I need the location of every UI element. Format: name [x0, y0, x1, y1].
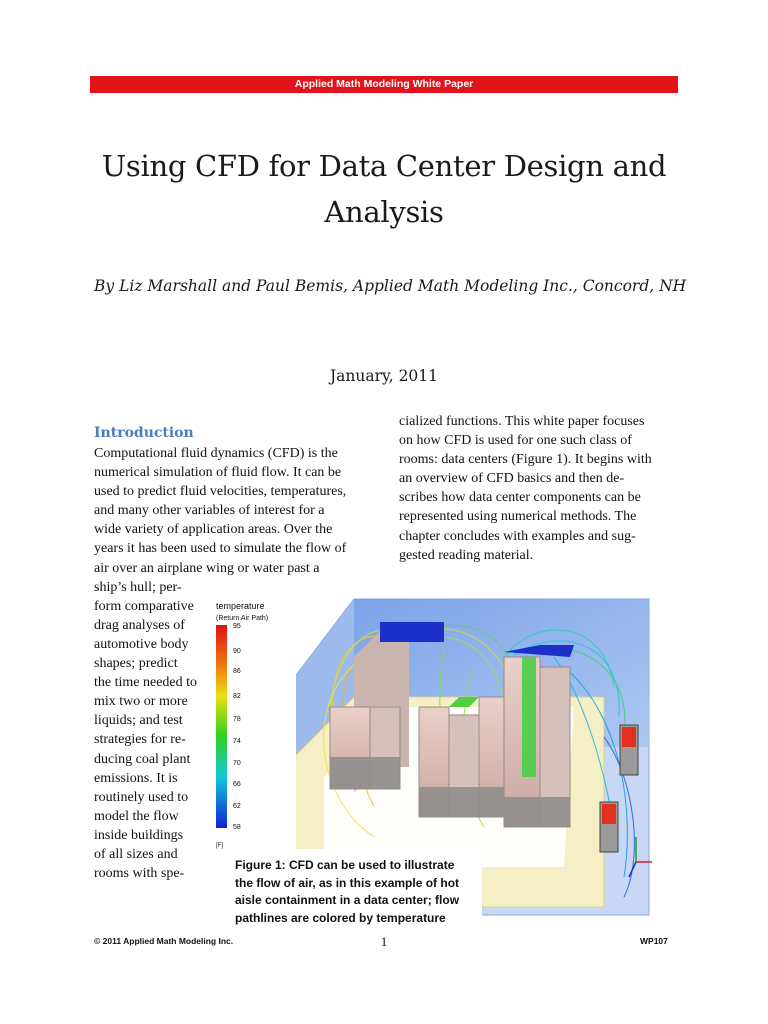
text-line: years it has been used to simulate the flow of — [94, 541, 347, 557]
text-line: strategies for re- — [94, 732, 186, 748]
text-line: scribes how data center components can be — [399, 490, 641, 506]
title-line: Analysis — [324, 195, 444, 229]
text-line: and many other variables of interest for a — [94, 503, 325, 519]
legend-title: temperature — [216, 601, 265, 611]
text-line: rooms with spe- — [94, 866, 185, 882]
title-line: Using CFD for Data Center Design and — [101, 149, 667, 183]
figure-caption — [235, 857, 495, 927]
legend-tick: 70 — [233, 760, 241, 767]
text-line: drag analyses of — [94, 617, 185, 633]
legend-tick: 95 — [233, 623, 241, 630]
text-line: ducing coal plant — [94, 751, 191, 767]
text-line: form comparative — [94, 598, 194, 614]
caption-line: pathlines are colored by temperature — [235, 910, 446, 925]
section-heading: Introduction — [94, 425, 194, 441]
text-line: shapes; predict — [94, 656, 178, 672]
temperature-legend — [204, 597, 296, 859]
caption-line: Figure 1: CFD can be used to illustrate — [235, 858, 455, 872]
caption-line: the flow of air, as in this example of hot — [235, 875, 460, 890]
legend-tick: 74 — [233, 738, 241, 745]
text-line: numerical simulation of fluid flow. It can be — [94, 465, 342, 481]
text-line: chapter concludes with examples and sug- — [399, 528, 636, 544]
legend-tick: 58 — [233, 824, 241, 831]
legend-color-bar — [216, 625, 227, 828]
footer-copyright: © 2011 Applied Math Modeling Inc. — [94, 936, 234, 946]
header-banner: Applied Math Modeling White Paper — [90, 76, 678, 93]
footer-doc-id: WP107 — [640, 936, 668, 946]
text-line: liquids; and test — [94, 713, 183, 729]
legend-tick: 90 — [233, 648, 241, 655]
caption-line: aisle containment in a data center; flow — [235, 893, 460, 907]
legend-subtitle: (Return Air Path) — [216, 615, 269, 622]
page-title — [60, 143, 708, 235]
text-line: mix two or more — [94, 694, 188, 710]
text-line: cialized functions. This white paper focuses — [399, 414, 645, 429]
rack-row-middle — [419, 697, 509, 817]
text-line: gested reading material. — [399, 547, 534, 563]
publication-date: January, 2011 — [329, 367, 439, 385]
footer-page-number: 1 — [380, 934, 388, 949]
text-line: on how CFD is used for one such class of — [399, 433, 632, 449]
text-line: routinely used to — [94, 789, 189, 805]
text-line: rooms: data centers (Figure 1). It begins with — [399, 452, 652, 468]
legend-unit: [F] — [216, 843, 223, 849]
byline: By Liz Marshall and Paul Bemis, Applied Math Modeling Inc., Concord, NH — [94, 277, 687, 295]
text-line: wide variety of application areas. Over the — [94, 522, 333, 538]
text-line: model the flow — [94, 808, 179, 824]
legend-tick: 86 — [233, 668, 241, 675]
text-line: air over an airplane wing or water past a — [94, 560, 320, 576]
text-line: Computational fluid dynamics (CFD) is the — [94, 446, 338, 461]
body-right-column — [399, 412, 652, 565]
legend-tick: 82 — [233, 693, 241, 700]
legend-tick: 62 — [233, 803, 241, 810]
text-line: represented using numerical methods. The — [399, 509, 637, 525]
text-line: automotive body — [94, 636, 189, 652]
legend-tick: 78 — [233, 716, 241, 723]
text-line: the time needed to — [94, 675, 198, 691]
legend-tick: 66 — [233, 781, 241, 788]
text-line: used to predict fluid velocities, temperatures, — [94, 484, 347, 500]
text-line: an overview of CFD basics and then de- — [399, 471, 625, 487]
rack-row-right — [504, 645, 574, 827]
text-line: ship’s hull; per- — [94, 579, 182, 595]
text-line: emissions. It is — [94, 770, 178, 786]
text-line: of all sizes and — [94, 846, 178, 862]
text-line: inside buildings — [94, 827, 184, 843]
